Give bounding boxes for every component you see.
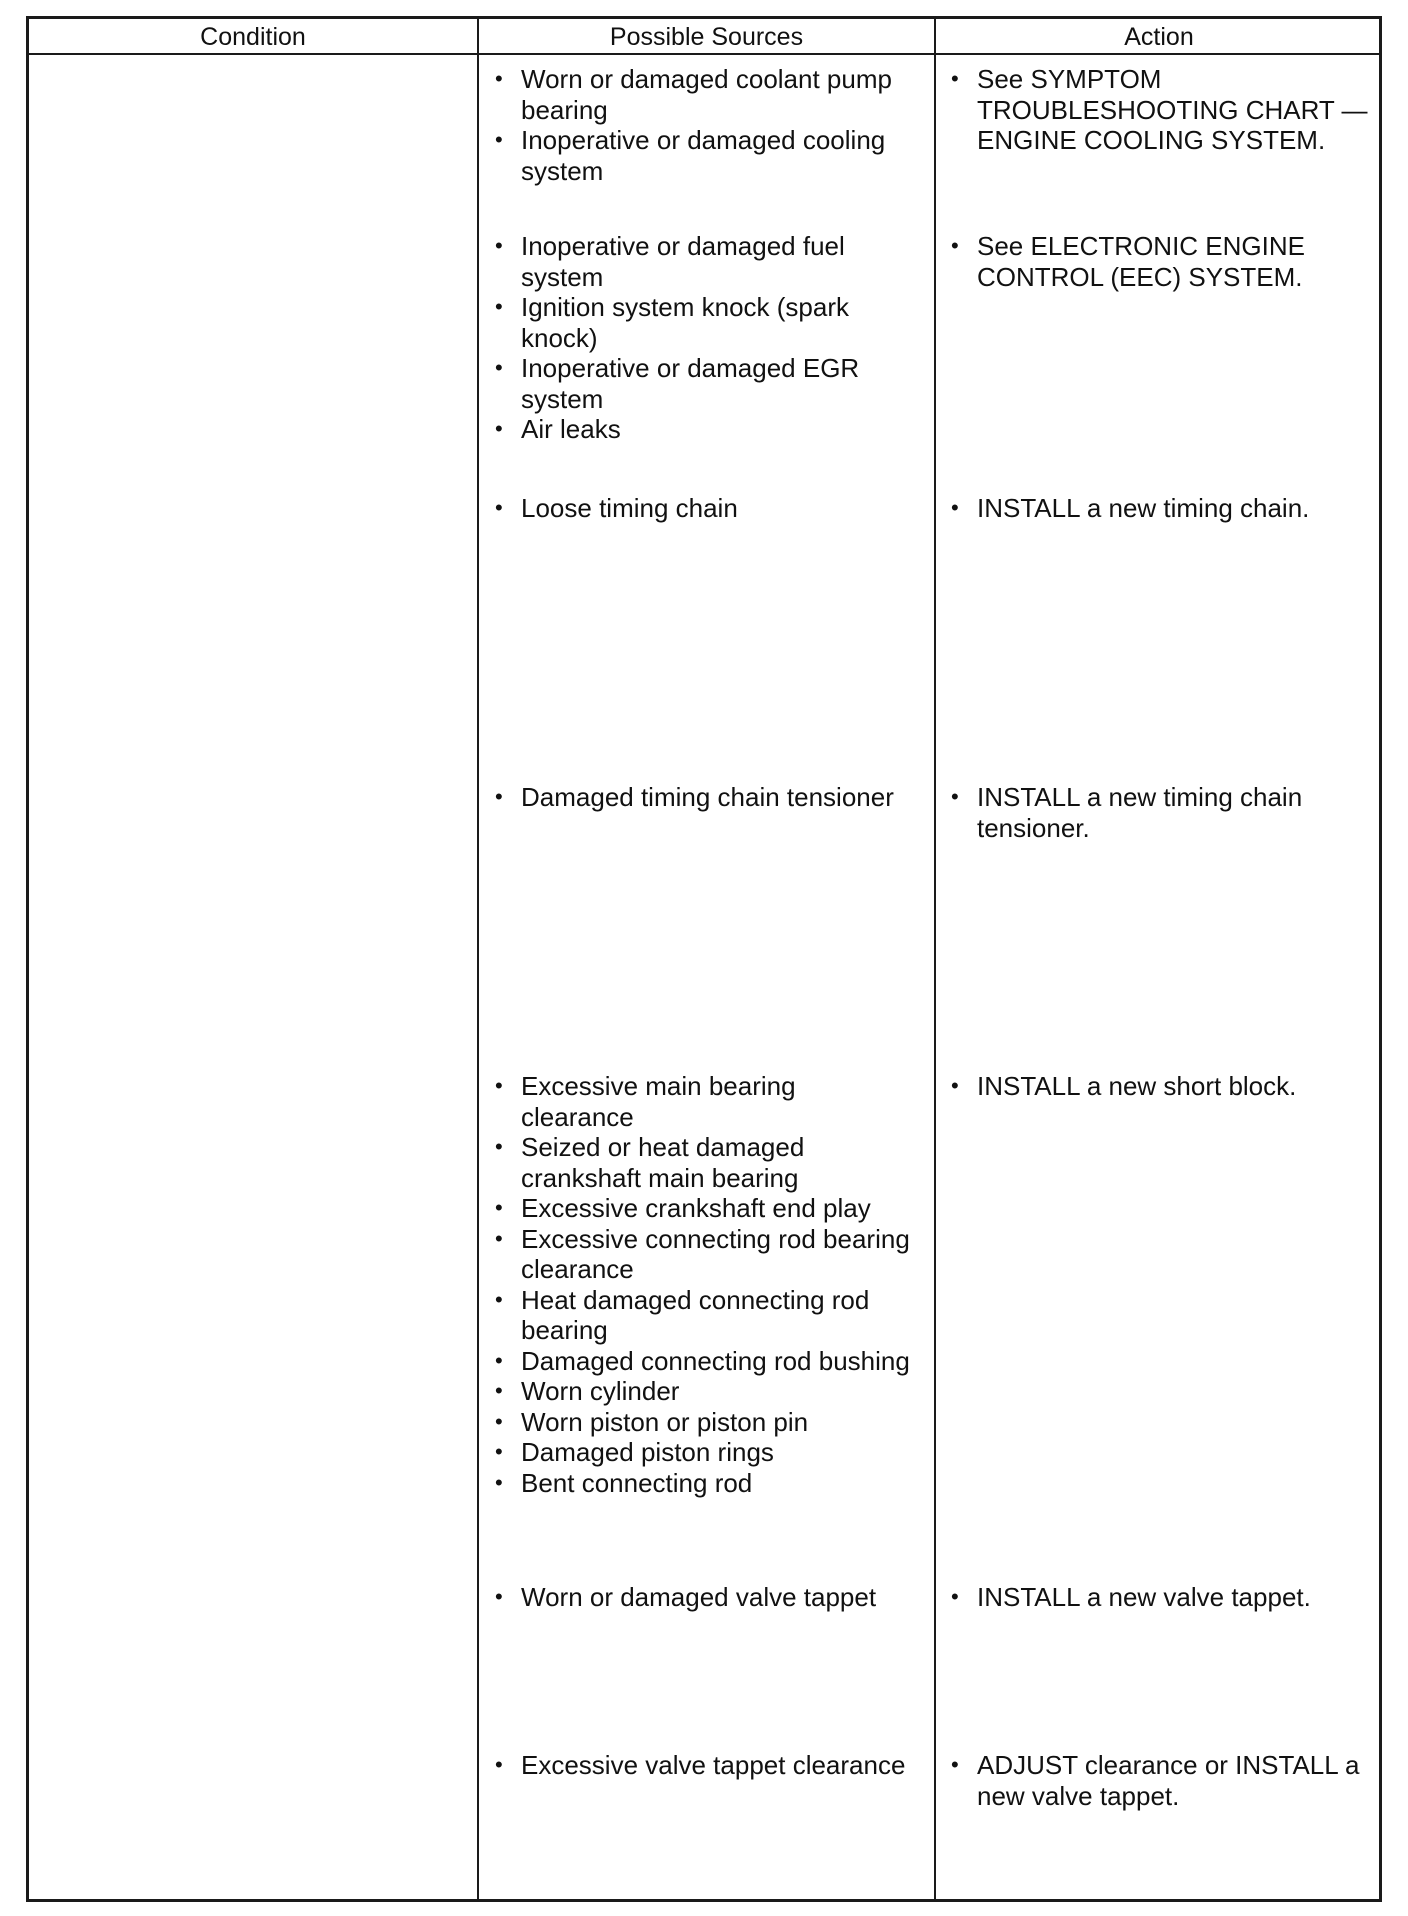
source-item: • Excessive crankshaft end play xyxy=(491,1193,911,1224)
sources-row-2 xyxy=(491,231,911,445)
action-item: • INSTALL a new valve tappet. xyxy=(947,1582,1379,1613)
actions-row-1 xyxy=(947,64,1379,156)
source-item: • Worn or damaged coolant pump bearing xyxy=(491,64,911,125)
source-item: • Worn or damaged valve tappet xyxy=(491,1582,911,1613)
source-item: • Damaged piston rings xyxy=(491,1437,911,1468)
troubleshooting-table xyxy=(26,16,1382,1902)
column-divider-2 xyxy=(934,19,936,1899)
header-action: Action xyxy=(1124,23,1194,51)
source-item: • Excessive connecting rod bearing clearance xyxy=(491,1224,911,1285)
sources-row-4 xyxy=(491,782,911,813)
sources-row-1 xyxy=(491,64,911,186)
action-item: • INSTALL a new timing chain tensioner. xyxy=(947,782,1379,843)
actions-row-5 xyxy=(947,1071,1379,1102)
source-item: • Worn cylinder xyxy=(491,1376,911,1407)
sources-row-7 xyxy=(491,1750,911,1781)
actions-row-7 xyxy=(947,1750,1379,1811)
source-item: • Loose timing chain xyxy=(491,493,911,524)
actions-row-6 xyxy=(947,1582,1379,1613)
actions-row-2 xyxy=(947,231,1379,292)
source-item: • Inoperative or damaged EGR system xyxy=(491,353,911,414)
action-item: • INSTALL a new timing chain. xyxy=(947,493,1379,524)
source-item: • Inoperative or damaged cooling system xyxy=(491,125,911,186)
sources-row-5 xyxy=(491,1071,911,1498)
sources-row-6 xyxy=(491,1582,911,1613)
source-item: • Excessive main bearing clearance xyxy=(491,1071,911,1132)
source-item: • Air leaks xyxy=(491,414,911,445)
actions-row-3 xyxy=(947,493,1379,524)
action-item: • See ELECTRONIC ENGINE CONTROL (EEC) SYSTEM. xyxy=(947,231,1379,292)
header-possible-sources: Possible Sources xyxy=(609,23,804,51)
header-divider xyxy=(29,53,1379,55)
action-item: • See SYMPTOM TROUBLESHOOTING CHART — ENGINE COOLING SYSTEM. xyxy=(947,64,1379,156)
source-item: • Damaged timing chain tensioner xyxy=(491,782,911,813)
action-item: • ADJUST clearance or INSTALL a new valve tappet. xyxy=(947,1750,1379,1811)
sources-row-3 xyxy=(491,493,911,524)
header-condition: Condition xyxy=(200,23,306,51)
source-item: • Ignition system knock (spark knock) xyxy=(491,292,911,353)
source-item: • Excessive valve tappet clearance xyxy=(491,1750,911,1781)
source-item: • Damaged connecting rod bushing xyxy=(491,1346,911,1377)
action-item: • INSTALL a new short block. xyxy=(947,1071,1379,1102)
column-divider-1 xyxy=(477,19,479,1899)
source-item: • Heat damaged connecting rod bearing xyxy=(491,1285,911,1346)
source-item: • Inoperative or damaged fuel system xyxy=(491,231,911,292)
source-item: • Seized or heat damaged crankshaft main bearing xyxy=(491,1132,911,1193)
source-item: • Worn piston or piston pin xyxy=(491,1407,911,1438)
actions-row-4 xyxy=(947,782,1379,843)
source-item: • Bent connecting rod xyxy=(491,1468,911,1499)
